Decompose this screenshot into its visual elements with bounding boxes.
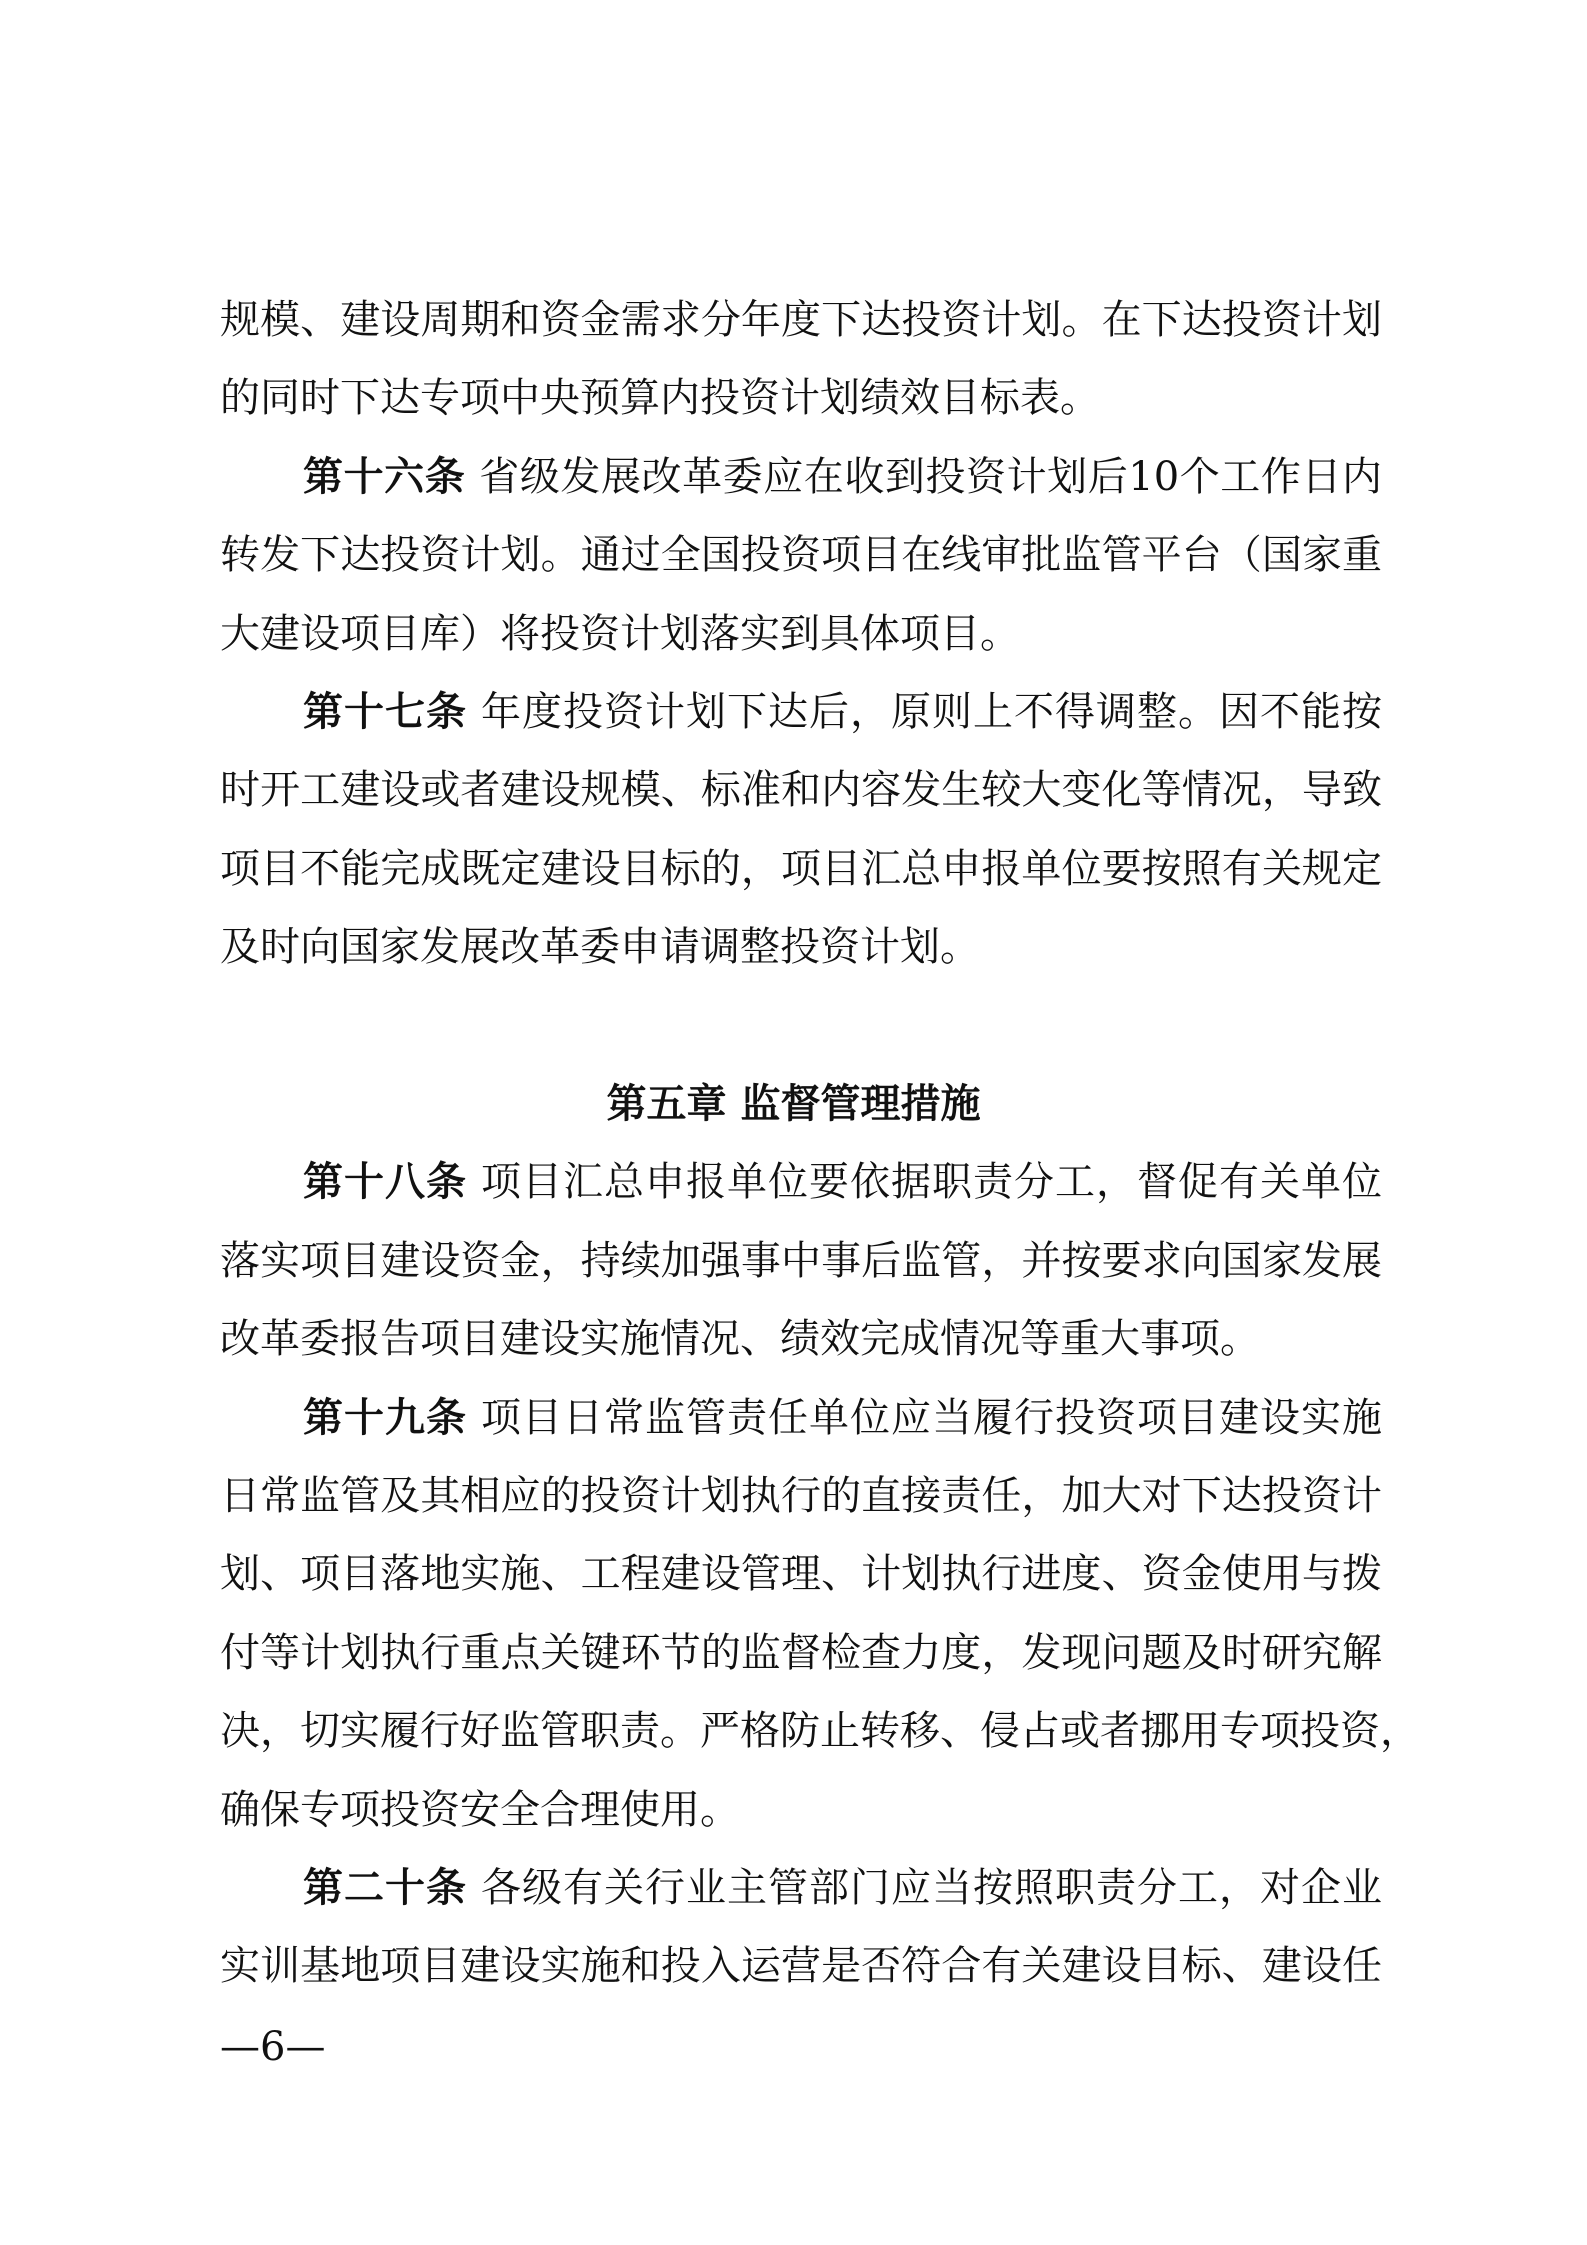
article-label: 第十九条 (303, 1394, 467, 1441)
text-line (220, 449, 1382, 505)
text-line (220, 1782, 1382, 1838)
text-line (220, 1546, 1382, 1602)
text-line (220, 1468, 1382, 1524)
line-text: 年度投资计划下达后，原则上不得调整。因不能按 (481, 689, 1382, 735)
line-text: 项目不能完成既定建设目标的，项目汇总申报单位要按照有关规定 (220, 845, 1382, 892)
text-line (220, 684, 1382, 740)
text-line (220, 292, 1382, 348)
text-line (220, 1390, 1382, 1446)
text-line (220, 1311, 1382, 1367)
text-line (220, 1154, 1382, 1210)
article-label: 第十六条 (303, 453, 466, 500)
line-text: 改革委报告项目建设实施情况、绩效完成情况等重大事项。 (220, 1316, 1260, 1363)
text-line (220, 762, 1382, 818)
line-text: 的同时下达专项中央预算内投资计划绩效目标表。 (220, 375, 1100, 422)
text-line (220, 527, 1382, 583)
line-text: 各级有关行业主管部门应当按照职责分工，对企业 (481, 1865, 1382, 1911)
line-text: 划、项目落地实施、工程建设管理、计划执行进度、资金使用与拨 (220, 1551, 1382, 1598)
article-label: 第十八条 (303, 1159, 467, 1206)
chapter-heading: 第五章 监督管理措施 (606, 1081, 981, 1127)
line-text: 日常监管及其相应的投资计划执行的直接责任，加大对下达投资计 (220, 1473, 1382, 1519)
line-text: 付等计划执行重点关键环节的监督检查力度，发现问题及时研究解 (220, 1629, 1382, 1676)
page-number: —6— (220, 2024, 326, 2070)
line-text: 确保专项投资安全合理使用。 (220, 1786, 740, 1833)
text-line (220, 1625, 1382, 1681)
text-line (220, 370, 1382, 426)
text-line (220, 1703, 1420, 1759)
line-text: 规模、建设周期和资金需求分年度下达投资计划。在下达投资计划 (220, 297, 1382, 343)
text-line (220, 841, 1382, 897)
text-line (220, 1233, 1382, 1289)
text-line (220, 919, 1382, 975)
line-text: 转发下达投资计划。通过全国投资项目在线审批监管平台（国家重 (220, 532, 1382, 579)
line-text: 时开工建设或者建设规模、标准和内容发生较大变化等情况，导致 (220, 767, 1382, 814)
text-line (220, 1938, 1382, 1994)
line-text: 省级发展改革委应在收到投资计划后10个工作日内 (479, 453, 1383, 500)
article-label: 第二十条 (303, 1865, 467, 1911)
line-text: 项目汇总申报单位要依据职责分工，督促有关单位 (481, 1159, 1382, 1206)
line-text: 项目日常监管责任单位应当履行投资项目建设实施 (481, 1394, 1382, 1441)
line-text: 实训基地项目建设实施和投入运营是否符合有关建设目标、建设任 (220, 1943, 1382, 1990)
text-line (220, 606, 1382, 662)
text-line (220, 1860, 1382, 1916)
line-text: 决，切实履行好监管职责。严格防止转移、侵占或者挪用专项投资， (220, 1708, 1420, 1755)
line-text: 落实项目建设资金，持续加强事中事后监管，并按要求向国家发展 (220, 1237, 1382, 1284)
article-label: 第十七条 (303, 689, 467, 735)
line-text: 大建设项目库）将投资计划落实到具体项目。 (220, 610, 1020, 657)
line-text: 及时向国家发展改革委申请调整投资计划。 (220, 924, 980, 971)
